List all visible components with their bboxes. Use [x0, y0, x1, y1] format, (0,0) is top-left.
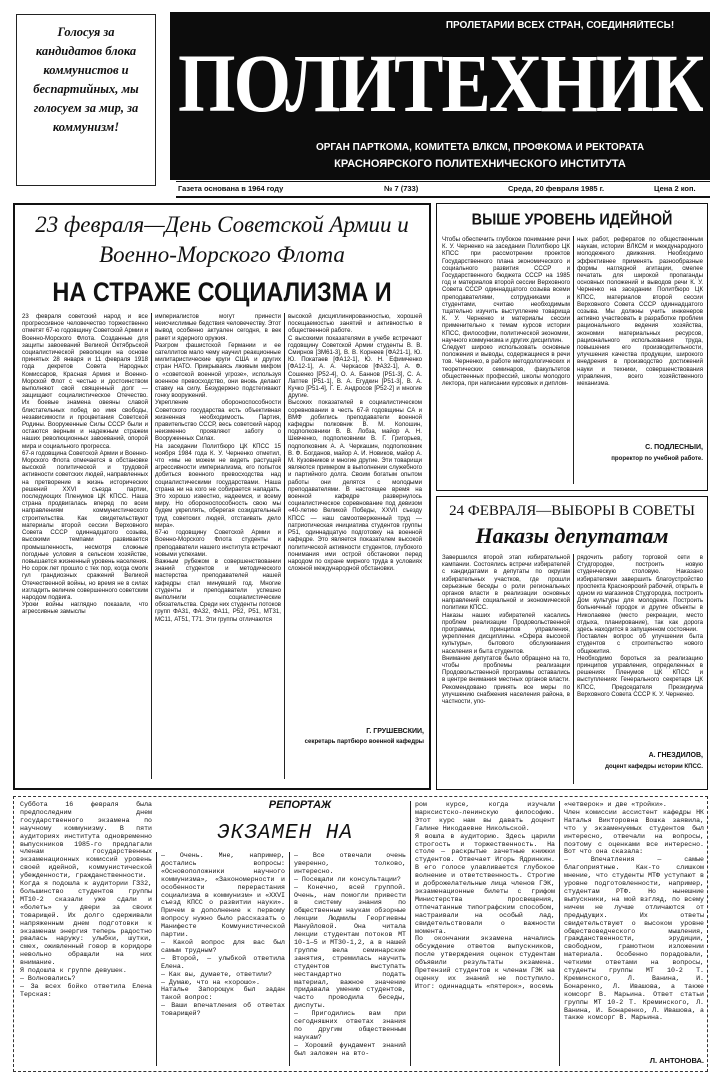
army-signature: Г. ГРУШЕВСКИЙ, [366, 728, 424, 735]
reportage-col2: — Очень. Мне, например, достались вопросы: «Основоположники научного коммунизма», «Закономерности и особенности перерастания социализма в коммунизм» и «XXVI съезд КПСС о развитии науки». Причем в дополнение к первому вопросу нужно было рассказать о Манифесте Коммунистической партии. — Какой вопрос для вас был самым трудным? — Второй, — улыбкой ответила Елена. — Как вы, думаете, ответили? — Думаю, что на «хорошо». Наталье Запорощук был задан такой вопрос: — Ваши впечатления об ответах товарищей? [161, 852, 285, 1018]
ideology-heading: ВЫШЕ УРОВЕНЬ ИДЕЙНОЙ [471, 211, 673, 229]
army-signature-role: секретарь партбюро военной кафедры [304, 738, 424, 745]
elections-col2: рядочить работу торговой сети в Студгородке, построить новую студенческую столовую. Наказано избирателями завершить благоустройство проспекта Красноярский рабочий, открыть в одном из магазинов Студгородка, построить Дом культуры для молодежи. Построить больничный городок и другие объекты в Николаевке (место рекреации, место отдыха, планирование), так как дорога здесь находится в запущенном состоянии. Поставлен вопрос об улучшении быта студентов с строительство нового общежития. Необходимо бороться за реализацию принципов управления, определенных в решениях Пленумов ЦК КПСС и выступлениях Генерального секретаря ЦК КПСС, Председателя Президиума Верховного Совета СССР К. У. Черненко. [577, 554, 703, 698]
masthead-proletarians: ПРОЛЕТАРИИ ВСЕХ СТРАН, СОЕДИНЯЙТЕСЬ! [445, 20, 675, 31]
elections-subheading: Наказы депутатам [475, 523, 669, 548]
masthead-institute: КРАСНОЯРСКОГО ПОЛИТЕХНИЧЕСКОГО ИНСТИТУТА [334, 158, 626, 170]
price-label: Цена 2 коп. [654, 184, 696, 193]
masthead-organ: ОРГАН ПАРТКОМА, КОМИТЕТА ВЛКСМ, ПРОФКОМА И РЕКТОРАТА [315, 142, 645, 153]
army-heading-main: НА СТРАЖЕ СОЦИАЛИЗМА И [52, 277, 392, 307]
reportage-signature: Л. АНТОНОВА. [649, 1056, 704, 1065]
reportage-col1: Суббота 16 февраля была предпоследним днем государственного экзамена по научному коммунизму. В пяти аудиториях института одновременно выпускников 1985-го предлагали членам государственных экзаменационных комиссий уровень своей идейной, коммунистической убежденности, гражданственности. Когда я подошла к аудитории ГЗ32, большинство студентов группы МТ10-2 сказали уже сдали и «болеть» у двери за своих товарищей. Их долго сдерживали напряженным днем подготовки к экзаменам энергия теперь радостно рвалась наружу: улыбки, шутки, смех, оживленный говор в коридоре невольно обращали на них внимание. Я подошла к группе девушек. — Волновались? — За всех бойко ответила Елена Терская: [20, 801, 152, 998]
elections-signature-role: доцент кафедры истории КПСС. [605, 763, 703, 770]
issue-date: Среда, 20 февраля 1985 г. [508, 184, 605, 193]
reportage-rubric: РЕПОРТАЖ [268, 799, 332, 811]
army-col3: высокой дисциплинированностью, хорошей посещаемостью занятий и активностью в общественной работе. С высокими показателями в учебе встречают годовщину Советской Армии студенты В. В. Смирнов [ЗМ61-3], В. В. Корнеев [ФА21-1], Ю. Ю. Покатаев [ФА12-1], Ю. Н. Ефимченко [ФА12-1], А. А. Черкасов [ФА32-1], А. Ф. Сошенко [Р52-4], О. А. Баннов [Р51-3], С. А. Лаптев [Р51-1], В. А. Егудкин [Р51-3], В. А. Кучко [Р51-4], Г. Е. Андросов [Р52-2] и многие другие. Высоких показателей в социалистическом соревновании в честь 67-й годовщины СА и ВМФ добились преподаватели военной кафедры полковник В. М. Колошин, подполковники В. В. Лобза, майор А. Н. Шевченко, подполковники В. Г. Григорьев, подполковник А. А. Черкашин, подполковник В. Ф. Богданов, майор А. И. Новиков, майор А. М. Кузовников и многие другие. Эти товарищи являются примером в выполнении служебного и партийного долга. Своим богатым опытом работы они делятся с молодыми преподавателями. В настоящее время на военной кафедре развернулось социалистическое соревнование под девизом «40-летию Великой Победы, XXVII съезду КПСС — наш самоотверженный труд — патриотическая инициатива студентов группы Р51, одиннадцатую подготовку на военной кафедре. Это является показателем высокой политической активности студентов, глубокого понимания ими острой обстановки перед народом по охране мирного труда в условиях сложной международной обстановки. [288, 313, 422, 573]
issue-number: № 7 (733) [384, 184, 419, 193]
reportage-heading: ЭКЗАМЕН НА [216, 822, 354, 845]
elections-col1: Завершился второй этап избирательной кампании. Состоялись встречи избирателей с кандидатами в депутаты по округам избирательных участков, где прошли серьезные беседы о роли региональных органов власти в реализации основных направлений социальной и экономической политики КПСС. Наказы наших избирателей касались проблем реализации Продовольственной программы, принципов управления, укрепления дисциплины. «Сфера высокой культуры», бытового обслуживания населения и быта студентов. Внимание депутатов было обращено на то, чтобы проблемы реализации Продовольственной программы оставались в центре внимания местных органов власти. Рекомендовано принять все меры по улучшению снабжения населения района, в частности, упо- [442, 554, 570, 706]
slogan-text: Голосуя за кандидатов блока коммунистов и беспартийных, мы голосуем за мир, за коммунизм! [33, 25, 139, 134]
masthead-title: ПОЛИТЕХНИК [178, 37, 703, 130]
elections-heading: 24 ФЕВРАЛЯ—ВЫБОРЫ В СОВЕТЫ [449, 503, 695, 519]
army-heading-script: 23 февраля—День Советской Армии и Военно-Морского Флота [35, 212, 409, 267]
ideology-col2: ных работ, рефератов по общественным наукам, истории ВЛКСМ и международного молодежного движения. Необходимо эффективнее применять разнообразные формы наглядной агитации, смелее печатать для широкой пропаганды основных положений и выводов речи К. У. Черненко на заседании Политбюро ЦК КПСС, материалов второй сессии Верховного Совета СССР одиннадцатого созыва. Мы должны учить инженеров активно участвовать в разработке проблем рационального ведения хозяйства, экономии материальных ресурсов, рационального использования труда, повышения его производительности, улучшения качества продукции, широкого внедрения в производство достижений науки и техники, совершенствования управления, всего хозяйственного механизма. [577, 236, 703, 388]
slogan-box [16, 14, 156, 186]
ideology-signature: С. ПОДЛЕСНЫЙ, [645, 444, 703, 451]
army-col1: 23 февраля советский народ и все прогрессивное человечество торжественно отметят 67-ю годовщину Советской Армии и Военно-Морского Флота. Созданные для защиты завоеваний Великой Октябрьской социалистической революции на основе принятых 28 января и 11 февраля 1918 года декретов Совета Народных Комиссаров, Красная Армия и Военно-Морской Флот с честью и достоинством выполняют свой священный долг — защищают социалистическое Отечество. Их боевые знамена овеяны славой блистательных побед во имя свободы, независимости и процветания Советской Родины. Вооруженные Силы СССР были и остаются верным и надежным стражем наших революционных завоеваний, опорой мира и социального прогресса. 67-я годовщина Советской Армии и Военно-Морского Флота отмечается в обстановке высокой политической и трудовой активности советских людей, направленных на претворение в жизнь исторических решений XXVI съезда партии, последующих Пленумов ЦК КПСС. Наша страна продвигалась вперед по всем направлениям коммунистического строительства. Как свидетельствуют материалы второй сессии Верховного Совета СССР одиннадцатого созыва, высокими темпами развивается промышленность, несмотря сложные погодные условия в сельском хозяйстве, повышается жизненный уровень населения. Но сорок лет прошло с тех пор, когда смолк гул грандиозных сражений Великой Отечественной войны, но время не в силах изгладить величие совершенного советским народом подвига. Уроки войны нагляднo показали, что агрессивные замыслы [22, 313, 148, 616]
elections-signature: А. ГНЕЗДИЛОВ, [648, 752, 703, 759]
reportage-col4: ром курсе, когда изучали марксистско-ленинскую философию. Этот курс нам вы давать доцент Галине Никодаевне Никольской. Я вошла в аудиторию. Здесь царили строгость и торжественность. На столе — раскрытые зачетные книжки студентов. Отвечает Игорь Ядринкин. В его голосе улавливается глубокое волнение и ответственность. Строгие и доброжелательные лица членов ГЭК, экзаменационные билеты с грифом Министерства просвещения, отпечатанные типографским способом, настраивали на особый лад, свидетельствовали о важности момента. По окончании экзамена начались обсуждение ответов выпускников, после утверждения оценок студентам объявили результаты экзамена. Претензий студентов к членам ГЭК на оценку их знаний не поступило. Итог: одиннадцать «пятерок», восемь [415, 801, 555, 990]
masthead [170, 12, 710, 180]
reportage-col3: — Все отвечали очень уверенно, толково, интересно. — Посещали ли консультации? — Конечно, всей группой. Очень, нам помогли привести в систему знания по общественным наукам обзорные лекции Людмилы Георгиевны Мануйловой. Она читала лекции студентам потоков МТ 10-1—5 и МТ30-1,2, а в нашей группе вела семинарские занятия, стремилась научить студентов выступать нестандартно подать материал, важное значение придавала умению студентов, часто проводила беседы, диспуты. — Пригодились вам при сегодняшних ответах знания по другим общественным наукам? — Хороший фундамент знаний был заложен на вто- [294, 852, 406, 1057]
army-col2: империалистов могут принести неисчислимые бедствия человечеству. Этот вывод особенно актуален сегодня, в век ракет и ядерного оружия. Разгром фашистской Германии и ее сателлитов мало чему научил реакционные милитаристические круги США и других стран НАТО. Прикрываясь лживым мифом о «советской военной угрозе», используя военное превосходство, они вновь делают ставку на силу. Безудержно подстегивают гонку вооружений. Укрепление обороноспособности Советского государства есть объективная жизненная необходимость. Партия, правительство СССР, весь советский народ неизменно проявляют заботу о Вооруженных Силах. На заседании Политбюро ЦК КПСС 15 ноября 1984 года К. У. Черненко отметил, что «мы не можем не видеть растущей агрессивности империализма, его попыток добиться военного превосходства над социалистическими государствами. Наша страна ни на кого не собирается нападать. Это хорошо известно, надеемся, и всему миру. Но обороноспособность свою мы будем укреплять, оберегая созидательный труд советских людей, отстаивать дело мира». 67-ю годовщину Советской Армии и Военно-Морского Флота студенты и преподаватели нашего института встречают новыми успехами. Важным рубежом в совершенствовании знаний студентов и методического мастерства преподавателей нашей кафедры стал минувший год. Многие студенты и преподаватели успешно выполнили социалистические обязательства. Среди них студенты потоков групп ФА31, ФА32, ФА11, Р52, Р51, МТ31, МС11, АТ51, Т71. Эти группы отличаются [155, 313, 281, 623]
reportage-col5: «четверок» и две «тройки». Член комиссии ассистент кафедры НК Наталья Викторовна Вошка заявила, что у экзаменуемых студентов был интересно, отвечали на вопросы, поэтому с оценками все интересно. Вот что она сказала: — Впечатления — самые благоприятные. Как-то слишком мнение, что студенты МТФ уступают в уровне подготовленности, например, студентам РТФ. Но нынешние выпускники, на мой взгляд, по всему ничем не лучше отличаются от предыдущих. Их ответы свидетельствуют о высоком уровне обществоведческого мышления, гражданственности, эрудиции, свободном, грамотном изложении материала. Особенно порадовали, четкими ответами на вопросы, студенты группы МТ 10-2 Т. Креминского, Л. Ванина, И. Бонаренко, Л. Ивашова, а также комсорг В. Марьина. Ответ статьи группы МТ 10-2 Т. Креминского, Л. Ванина, И. Бонаренко, Л. Ивашова, а также комсорг В. Марьина. [564, 801, 704, 1022]
founded-label: Газета основана в 1964 году [178, 184, 284, 193]
ideology-signature-role: проректор по учебной работе. [611, 455, 703, 462]
ideology-col1: Чтобы обеспечить глубокое понимание речи К. У. Черненко на заседании Политбюро ЦК КПСС при рассмотрении проектов Государственного плана экономического и социального развития СССР и Государственного бюджета СССР на 1985 год и материалов второй сессии Верховного Совета СССР одиннадцатого созыва всеми преподавателями, сотрудниками и студентами, считаю необходимым тщательно изучить выступление товарища К. У. Черненко и материалы сессии применительно к темам курсов истории КПСС, философии, политической экономии, научного коммунизма и других дисциплин. Следует широко использовать основные положения и выводы, содержащиеся в речи тов. Черненко, в работе методологических и теоретических семинаров, факультетов общественных профессий, школы молодого лектора, при написании курсовых и диплом- [442, 236, 570, 388]
